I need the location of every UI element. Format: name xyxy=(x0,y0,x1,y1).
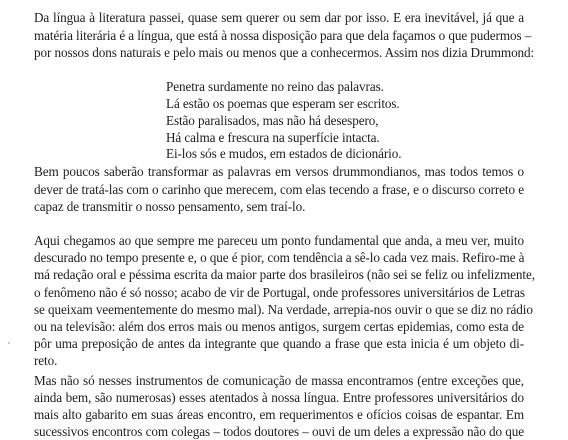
poem-line: Penetra surdamente no reino das palavras. xyxy=(166,79,384,94)
text-line: dever de tratá-las com o carinho que merecem, com elas tecendo a frase, e o discurso correto e xyxy=(34,182,524,197)
poem-line: Ei-los sós e mudos, em estados de dicionário. xyxy=(166,146,402,161)
text-line: o fenômeno não é só nosso; acabo de vir de Portugal, onde professores universitários de Letras xyxy=(34,285,525,300)
text-line: descurado no tempo presente e, o que é pior, com tendência a sê-lo cada vez mais. Refiro-me à xyxy=(34,250,525,265)
text-line: matéria literária é a língua, que está à nossa disposição para que dela façamos o que pudermos – xyxy=(34,28,532,43)
text-line: pôr uma preposição de antes da integrante que quando a frase que esta inicia é um objeto di- xyxy=(34,336,524,351)
text-line: mais alto gabarito em suas áreas encontro, em requerimentos e ofícios coisas de espantar. Em xyxy=(34,407,524,422)
page-speck xyxy=(8,342,10,344)
text-line: má redação oral e péssima escrita da maior parte dos brasileiros (não sei se feliz ou infelizmente, xyxy=(34,267,535,282)
poem-line: Estão paralisados, mas não há desespero, xyxy=(166,113,379,128)
text-line: Mas não só nesses instrumentos de comunicação de massa encontramos (entre exceções que, xyxy=(34,373,524,388)
text-line: por nossos dons naturais e pelo mais ou menos que a conhecermos. Assim nos dizia Drummond: xyxy=(34,45,535,60)
text-line: Bem poucos saberão transformar as palavras em versos drummondianos, mas todos temos o xyxy=(34,164,524,179)
text-line: reto. xyxy=(34,353,58,368)
text-line: capaz de transmitir o nosso pensamento, sem traí-lo. xyxy=(34,199,306,214)
text-line: ainda bem, são numerosas) esses atentados à nossa língua. Entre professores universitários do xyxy=(34,390,524,405)
text-line: Da língua à literatura passei, quase sem querer ou sem dar por isso. E era inevitável, já que a xyxy=(34,10,524,25)
text-line: Aqui chegamos ao que sempre me pareceu um ponto fundamental que anda, a meu ver, muito xyxy=(34,233,524,248)
poem-line: Lá estão os poemas que esperam ser escritos. xyxy=(166,96,400,111)
text-line: sucessivos encontros com colegas – todos doutores – ouvi de um deles a expressão não do que xyxy=(34,424,524,439)
text-line: se queixam veementemente do mesmo mal). Na verdade, arrepia-nos ouvir o que se diz no rádio xyxy=(34,302,533,317)
text-line: ou na televisão: além dos erros mais ou menos antigos, surgem certas epidemias, como esta de xyxy=(34,319,524,334)
poem-line: Há calma e frescura na superfície intacta. xyxy=(166,130,380,145)
